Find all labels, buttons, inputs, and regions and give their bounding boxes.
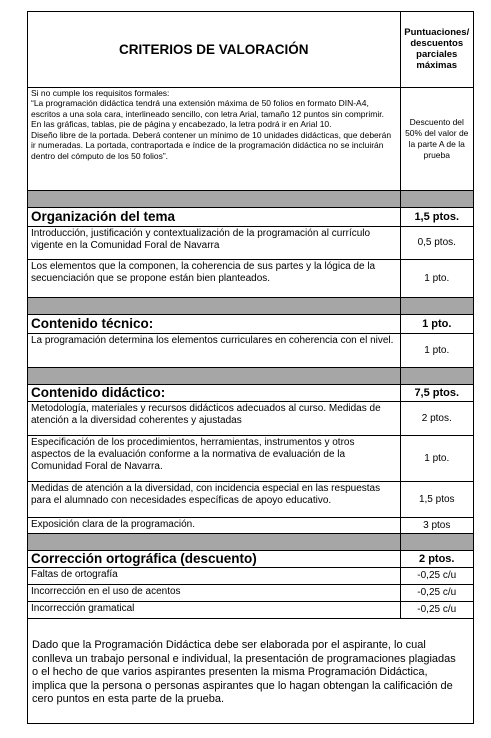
separator-row: [28, 533, 473, 550]
section-title: Contenido técnico:: [28, 314, 400, 333]
section-title: Contenido didáctico:: [28, 384, 400, 401]
criterion-value: 1 pto.: [400, 435, 473, 481]
criterion-text: Incorrección gramatical: [28, 601, 400, 618]
formal-line: “La programación didáctica tendrá una extensión máxima de 50 folios en formato DIN-A4, escritos a una sola cara, interlineado sencillo, con letra Arial, tamaño 12 puntos sin comprimir. En las gráficas, tablas, pie de página y encabezado, la letra podrá ir en Arial 10.: [31, 98, 384, 129]
criterion-value: 0,5 ptos.: [400, 226, 473, 259]
formal-requirements-row: [28, 87, 473, 190]
criterion-text: Introducción, justificación y contextualización de la programación al currículo vigente en la Comunidad Foral de Navarra: [28, 226, 400, 259]
criterion-value: 3 ptos: [400, 517, 473, 533]
separator-row: [28, 367, 473, 384]
section-title: Corrección ortográfica (descuento): [28, 550, 400, 567]
criteria-row: [28, 259, 473, 297]
criterion-text: Incorrección en el uso de acentos: [28, 584, 400, 601]
criteria-table: [28, 12, 473, 619]
criterion-text: Los elementos que la componen, la coherencia de sus partes y la lógica de la secuenciación que se propone están bien planteados.: [28, 259, 400, 297]
section-points: 1,5 ptos.: [400, 207, 473, 226]
section-title: Organización del tema: [28, 207, 400, 226]
criteria-row: [28, 584, 473, 601]
section-header-contenido-tecnico: [28, 314, 473, 333]
criteria-row: [28, 333, 473, 367]
formal-line: Diseño libre de la portada. Deberá contener un mínimo de 10 unidades didácticas, que deberán ir numeradas. La portada, contraportada e índice de la programación didáctica no se incluirán dentro del cómputo de los 50 folios”.: [31, 129, 392, 161]
section-header-correccion: [28, 550, 473, 567]
criterion-text: Especificación de los procedimientos, herramientas, instrumentos y otros aspectos de la evaluación conforme a la normativa de evaluación de la Comunidad Foral de Navarra.: [28, 435, 400, 481]
plagiarism-note: Dado que la Programación Didáctica debe ser elaborada por el aspirante, lo cual conlleva un trabajo personal e individual, la presentación de programaciones plagiadas o el hecho de que varios aspirantes presenten la misma Programación Didáctica, implica que la persona o personas aspirantes que lo hagan obtengan la calificación de cero puntos en esta parte de la prueba.: [32, 639, 456, 705]
section-points: 1 pto.: [400, 314, 473, 333]
criteria-row: [28, 601, 473, 618]
section-header-organizacion: [28, 207, 473, 226]
criterion-value: -0,25 c/u: [400, 567, 473, 584]
criterion-text: Faltas de ortografía: [28, 567, 400, 584]
separator-row: [28, 297, 473, 314]
section-points: 2 ptos.: [400, 550, 473, 567]
points-column-header: Puntuaciones/ descuentos parciales máximas: [400, 12, 473, 87]
criterion-text: [28, 481, 400, 517]
criterion-value: 1 pto.: [400, 333, 473, 367]
criteria-row: [28, 226, 473, 259]
criterion-value: 1 pto.: [400, 259, 473, 297]
criterion-value: 2 ptos.: [400, 401, 473, 435]
header-row: [28, 12, 473, 87]
criterion-value: -0,25 c/u: [400, 584, 473, 601]
formal-discount: Descuento del 50% del valor de la parte A de la prueba: [400, 87, 473, 190]
table-title: CRITERIOS DE VALORACIÓN: [28, 12, 400, 87]
criteria-document: [27, 11, 474, 724]
criteria-row: [28, 401, 473, 435]
criterion-text: Exposición clara de la programación.: [28, 517, 400, 533]
criteria-row: [28, 481, 473, 517]
section-points: 7,5 ptos.: [400, 384, 473, 401]
section-header-contenido-didactico: [28, 384, 473, 401]
criterion-text-clip: Medidas de atención a la diversidad, con incidencia especial en las respuestas para el alumnado con necesidades específicas de apoyo educativo.: [31, 482, 381, 506]
formal-requirements-text: [28, 87, 400, 190]
criterion-text: La programación determina los elementos curriculares en coherencia con el nivel.: [28, 333, 400, 367]
criteria-row: [28, 517, 473, 533]
criterion-text: Metodología, materiales y recursos didácticos adecuados al curso. Medidas de atención a la diversidad coherentes y ajustadas: [28, 401, 400, 435]
separator-row: [28, 190, 473, 207]
criterion-value: -0,25 c/u: [400, 601, 473, 618]
criteria-row: [28, 567, 473, 584]
criteria-row: [28, 435, 473, 481]
criterion-value: 1,5 ptos: [400, 481, 473, 517]
formal-line: Si no cumple los requisitos formales:: [31, 87, 170, 98]
